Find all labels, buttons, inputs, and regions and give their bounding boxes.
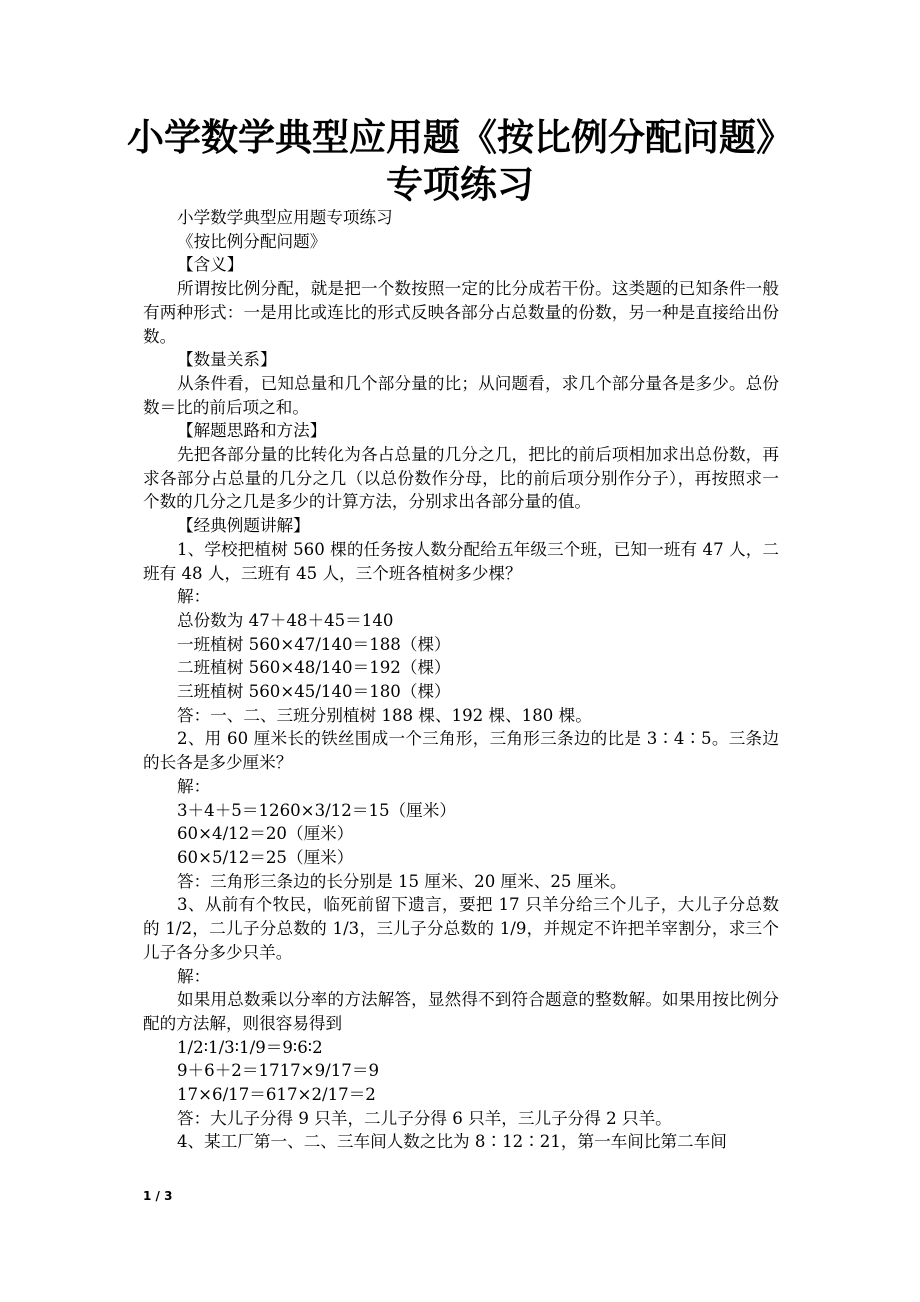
document-title-line-1: 小学数学典型应用题《按比例分配问题》: [127, 116, 793, 159]
document-body: [143, 206, 779, 1154]
example-question: 3、从前有个牧民，临死前留下遗言，要把 17 只羊分给三个儿子，大儿子分总数的 1/2，二儿子分总数的 1/3，三儿子分总数的 1/9，并规定不许把羊宰割分，求三个儿子各分多少只羊。: [143, 895, 779, 962]
section-heading: 【含义】: [177, 255, 244, 275]
page-number: 1 / 3: [143, 1189, 173, 1203]
paragraph: 所谓按比例分配，就是把一个数按照一定的比分成若干份。这类题的已知条件一般有两种形式：一是用比或连比的形式反映各部分占总数量的份数，另一种是直接给出份数。: [143, 279, 779, 346]
example-question: 4、某工厂第一、二、三车间人数之比为 8∶12∶21，第一车间比第二车间: [177, 1132, 727, 1152]
example-question: 2、用 60 厘米长的铁丝围成一个三角形，三角形三条边的比是 3∶4∶5。三条边的长各是多少厘米？: [143, 729, 779, 773]
paragraph: 从条件看，已知总量和几个部分量的比；从问题看，求几个部分量各是多少。总份数＝比的前后项之和。: [143, 373, 779, 417]
answer-line: 答：大儿子分得 9 只羊，二儿子分得 6 只羊，三儿子分得 2 只羊。: [177, 1108, 672, 1128]
solution-label: 解：: [177, 587, 211, 607]
answer-line: 答：三角形三条边的长分别是 15 厘米、20 厘米、25 厘米。: [177, 871, 627, 891]
solution-label: 解：: [177, 776, 211, 796]
paragraph: 小学数学典型应用题专项练习: [177, 208, 393, 227]
paragraph: 如果用总数乘以分率的方法解答，显然得不到符合题意的整数解。如果用按比例分配的方法解，则很容易得到: [143, 990, 779, 1033]
solution-line: 17×6/17＝617×2/17＝2: [177, 1085, 376, 1105]
solution-line: 总份数为 47＋48＋45＝140: [177, 610, 394, 630]
paragraph: 《按比例分配问题》: [177, 231, 327, 251]
document-title-line-2: 专项练习: [386, 163, 534, 206]
answer-line: 答：一、二、三班分别植树 188 棵、192 棵、180 棵。: [177, 705, 592, 725]
example-question: 1、学校把植树 560 棵的任务按人数分配给五年级三个班，已知一班有 47 人，二班有 48 人，三班有 45 人，三个班各植树多少棵？: [143, 539, 779, 583]
solution-line: 三班植树 560×45/140＝180（棵）: [177, 682, 451, 702]
solution-line: 二班植树 560×48/140＝192（棵）: [177, 658, 451, 678]
solution-line: 3＋4＋5＝1260×3/12＝15（厘米）: [177, 800, 456, 820]
paragraph: 先把各部分量的比转化为各占总量的几分之几，把比的前后项相加求出总份数，再求各部分占总量的几分之几（以总份数作分母，比的前后项分别作分子），再按照求一个数的几分之几是多少的计算方法，分别求出各部分量的值。: [143, 445, 779, 512]
solution-line: 60×4/12＝20（厘米）: [177, 824, 354, 844]
solution-line: 60×5/12＝25（厘米）: [177, 847, 354, 867]
solution-line: 9＋6＋2＝1717×9/17＝9: [177, 1061, 380, 1081]
section-heading: 【数量关系】: [177, 350, 277, 370]
solution-label: 解：: [177, 966, 211, 986]
solution-line: 一班植树 560×47/140＝188（棵）: [177, 634, 451, 654]
section-heading: 【解题思路和方法】: [177, 421, 327, 441]
section-heading: 【经典例题讲解】: [177, 516, 310, 536]
solution-line: 1/2∶1/3∶1/9＝9∶6∶2: [177, 1037, 323, 1057]
